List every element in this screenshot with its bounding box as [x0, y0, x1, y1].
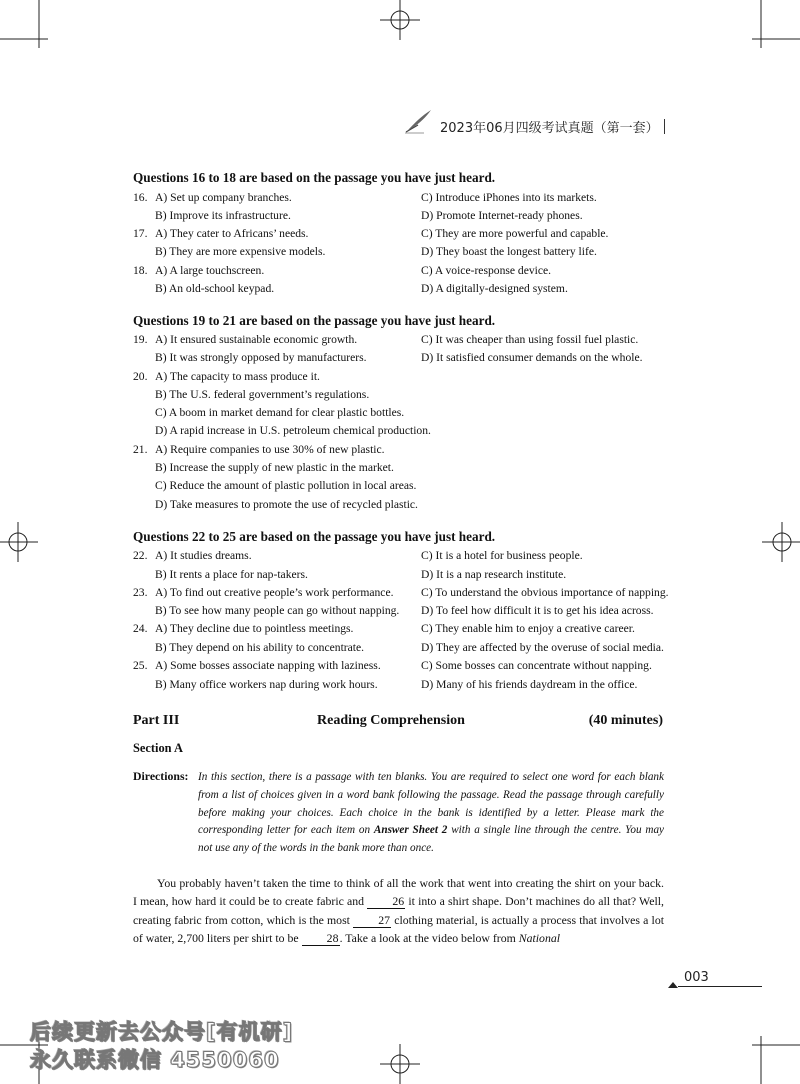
section-a-heading: Section A: [133, 741, 183, 755]
section-heading: Questions 22 to 25 are based on the passage you have just heard.: [133, 529, 496, 544]
question-row: [133, 549, 668, 567]
option: D) To feel how difficult it is to get his idea across.: [421, 604, 654, 617]
option: D) They boast the longest battery life.: [421, 245, 597, 258]
option: D) Promote Internet-ready phones.: [421, 209, 583, 222]
option: C) To understand the obvious importance of napping.: [421, 586, 669, 599]
directions-label: Directions:: [133, 769, 189, 783]
question-number: 25.: [133, 659, 148, 672]
option: D) It satisfied consumer demands on the whole.: [421, 351, 643, 364]
passage-text: it into a shirt shape. Don’t machines do all that? Well, creating fabric from cotton, which is the most: [133, 894, 664, 927]
option: B) Many office workers nap during work hours.: [155, 678, 378, 691]
option: A) To find out creative people’s work performance.: [155, 586, 394, 599]
header-divider: [664, 119, 665, 134]
blank-26: 26: [367, 895, 405, 909]
directions-text-part: with a single line through the centre. You may not use any of the words in the bank more than once.: [198, 824, 664, 855]
question-row: [133, 641, 668, 659]
passage-text: You probably haven’t taken the time to think of all the work that went into creating the shirt on your back. I mean, how hard it could be to create fabric and: [133, 876, 664, 909]
question-number: 16.: [133, 191, 148, 204]
question-number: 19.: [133, 333, 148, 346]
question-row: [133, 351, 668, 369]
question-row: [133, 333, 668, 351]
passage-text: . Take a look at the video below from: [339, 931, 519, 946]
option: B) The U.S. federal government’s regulations.: [155, 388, 370, 401]
option: C) It was cheaper than using fossil fuel plastic.: [421, 333, 639, 346]
option: C) A boom in market demand for clear plastic bottles.: [155, 406, 405, 419]
question-row: [133, 209, 668, 227]
section-heading: Questions 19 to 21 are based on the passage you have just heard.: [133, 313, 496, 328]
answer-sheet-ref: Answer Sheet 2: [373, 824, 448, 837]
option: D) A rapid increase in U.S. petroleum chemical production.: [155, 424, 431, 437]
option: D) Many of his friends daydream in the office.: [421, 678, 638, 691]
option: B) Increase the supply of new plastic in the market.: [155, 461, 394, 474]
option: C) A voice-response device.: [421, 264, 552, 277]
question-row: [133, 604, 668, 622]
question-row: [133, 479, 668, 497]
option: A) It studies dreams.: [155, 549, 252, 562]
option: B) They depend on his ability to concentrate.: [155, 641, 365, 654]
page-marker-icon: [668, 982, 678, 988]
page-number: 003: [684, 970, 709, 985]
question-row: [133, 498, 668, 516]
blank-27: 27: [353, 914, 391, 928]
question-row: [133, 659, 668, 677]
option: D) A digitally-designed system.: [421, 282, 568, 295]
directions-text: [198, 769, 664, 858]
question-number: 22.: [133, 549, 148, 562]
option: A) Require companies to use 30% of new plastic.: [155, 443, 385, 456]
option: A) The capacity to mass produce it.: [155, 370, 320, 383]
option: C) Introduce iPhones into its markets.: [421, 191, 597, 204]
part-time: (40 minutes): [588, 713, 663, 728]
option: A) Set up company branches.: [155, 191, 292, 204]
directions-text-part: In this section, there is a passage with ten blanks. You are required to select one word for each blank from a list of choices given in a word bank following the passage. Read the passage through carefully before making your choices. Each choice in the bank is identified by a letter. Please mark the corresponding letter for each item on: [198, 771, 664, 837]
question-number: 20.: [133, 370, 148, 383]
section-heading: Questions 16 to 18 are based on the passage you have just heard.: [133, 170, 496, 185]
passage: [133, 874, 664, 948]
option: A) They decline due to pointless meetings.: [155, 622, 354, 635]
option: B) It rents a place for nap-takers.: [155, 568, 308, 581]
question-row: [133, 678, 668, 696]
option: A) They cater to Africans’ needs.: [155, 227, 309, 240]
option: C) It is a hotel for business people.: [421, 549, 583, 562]
option: B) Improve its infrastructure.: [155, 209, 291, 222]
question-row: [133, 461, 668, 479]
option: D) It is a nap research institute.: [421, 568, 567, 581]
option: B) It was strongly opposed by manufacturers.: [155, 351, 367, 364]
blank-28: 28: [302, 932, 340, 946]
option: C) They are more powerful and capable.: [421, 227, 609, 240]
option: B) An old-school keypad.: [155, 282, 275, 295]
question-number: 17.: [133, 227, 148, 240]
question-row: [133, 282, 668, 300]
option: A) A large touchscreen.: [155, 264, 265, 277]
question-number: 21.: [133, 443, 148, 456]
part-title: Reading Comprehension: [317, 713, 465, 728]
option: D) They are affected by the overuse of social media.: [421, 641, 664, 654]
question-row: [133, 568, 668, 586]
question-row: [133, 227, 668, 245]
watermark-line-1: 后续更新去公众号[有机研]: [30, 1020, 294, 1044]
option: A) It ensured sustainable economic growth.: [155, 333, 358, 346]
quill-pen-icon: [404, 108, 434, 134]
header-title: 2023年06月四级考试真题（第一套）: [440, 121, 659, 136]
option: C) Some bosses can concentrate without napping.: [421, 659, 652, 672]
question-number: 23.: [133, 586, 148, 599]
option: A) Some bosses associate napping with laziness.: [155, 659, 381, 672]
question-row: [133, 370, 668, 388]
registration-mark-left: [0, 522, 38, 562]
question-row: [133, 406, 668, 424]
passage-italic-text: National: [518, 931, 561, 946]
question-row: [133, 424, 668, 442]
question-row: [133, 264, 668, 282]
option: D) Take measures to promote the use of recycled plastic.: [155, 498, 418, 511]
option: B) To see how many people can go without napping.: [155, 604, 400, 617]
question-row: [133, 443, 668, 461]
question-row: [133, 586, 668, 604]
question-number: 18.: [133, 264, 148, 277]
option: B) They are more expensive models.: [155, 245, 326, 258]
watermark-line-2: 永久联系微信 4550060: [30, 1048, 280, 1072]
part-label: Part III: [133, 713, 180, 728]
registration-mark-bottom: [380, 1044, 420, 1084]
option: C) Reduce the amount of plastic pollution in local areas.: [155, 479, 417, 492]
question-number: 24.: [133, 622, 148, 635]
question-row: [133, 245, 668, 263]
question-row: [133, 622, 668, 640]
registration-mark-top: [380, 0, 420, 40]
passage-text: clothing material, is actually a process that involves a lot of water, 2,700 liters per shirt to be: [133, 912, 664, 946]
option: C) They enable him to enjoy a creative career.: [421, 622, 635, 635]
registration-mark-right: [762, 522, 800, 562]
question-row: [133, 388, 668, 406]
page-rule: [678, 986, 762, 987]
question-row: [133, 191, 668, 209]
